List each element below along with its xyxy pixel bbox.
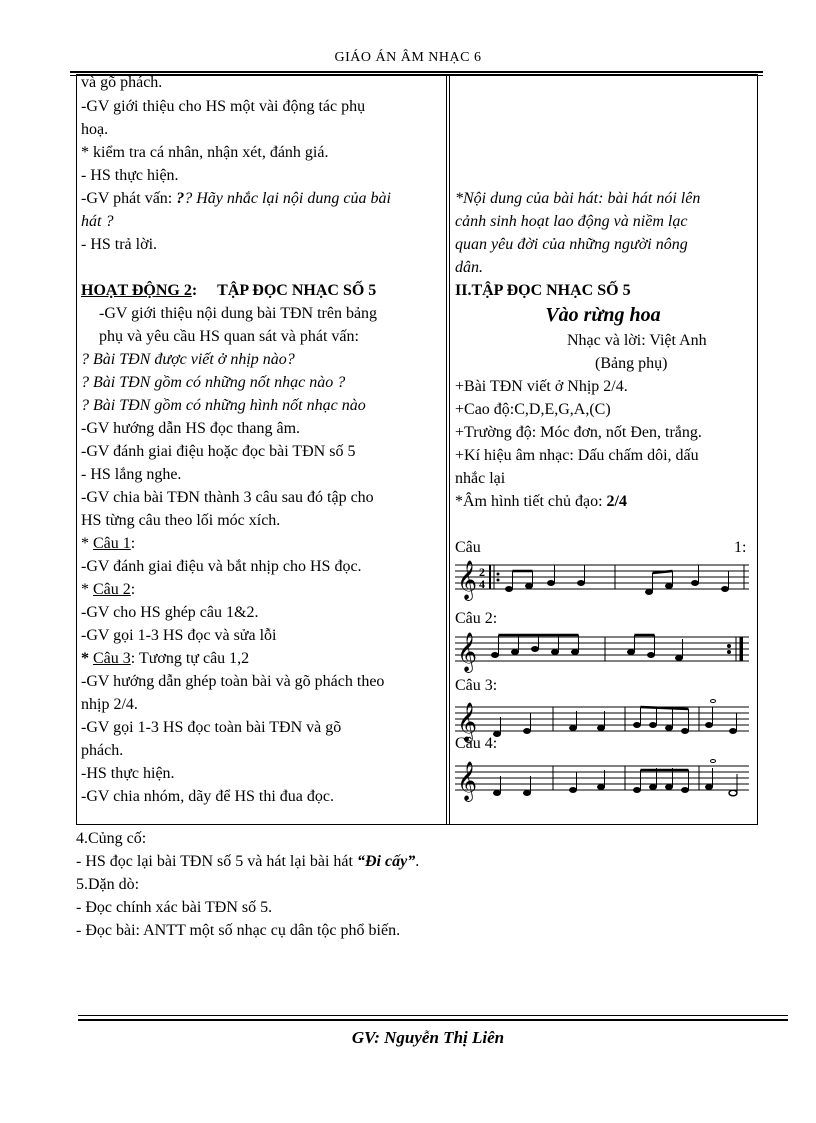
lesson-table [76, 74, 758, 825]
phrase-label: Câu 4: [455, 735, 498, 752]
text-line: -GV chia bài TĐN thành 3 câu sau đó tập cho [81, 489, 374, 506]
bullet: * [81, 535, 93, 552]
treble-clef-icon: 𝄞 [457, 761, 478, 801]
rhythm-value: 2/4 [606, 493, 627, 510]
footer-teacher-name: GV: Nguyễn Thị Liên [351, 1028, 505, 1047]
phrase-number: 1: [734, 539, 747, 556]
phrase-label: Câu 3: [455, 677, 498, 694]
page-header-title: GIÁO ÁN ÂM NHẠC 6 [334, 50, 482, 65]
treble-clef-icon: 𝄞 [457, 560, 478, 600]
question-mark: ? [176, 190, 185, 207]
text-line [76, 852, 419, 872]
sentence-label: Câu 1 [93, 535, 131, 552]
text-line: - Đọc bài: ANTT một số nhạc cụ dân tộc phổ biến. [76, 922, 401, 939]
treble-clef-icon: 𝄞 [457, 702, 478, 742]
info-line: +Cao độ:C,D,E,G,A,(C) [455, 401, 611, 418]
text-span: - HS đọc lại bài TĐN số 5 và hát lại bài hát [76, 853, 357, 870]
text-line: -HS thực hiện. [81, 765, 175, 782]
activity-heading [81, 281, 376, 301]
notes-phrase-2 [492, 635, 743, 661]
text-line: - HS trả lời. [81, 236, 158, 253]
staff-phrase-3 [455, 697, 751, 743]
text-line: - Đọc chính xác bài TĐN số 5. [76, 899, 273, 916]
footer-rule-bottom [78, 1019, 788, 1021]
sentence-rest: : Tương tự câu 1,2 [130, 650, 250, 667]
activity-title: TẬP ĐỌC NHẠC SỐ 5 [217, 282, 377, 299]
text-line: -GV giới thiệu nội dung bài TĐN trên bảng [99, 305, 378, 322]
treble-clef-icon: 𝄞 [457, 632, 478, 672]
column-divider-second [449, 75, 450, 824]
bullet: * [81, 650, 93, 667]
footer-rule-top [78, 1015, 788, 1016]
question-line: ? Bài TĐN gồm có những hình nốt nhạc nào [81, 397, 366, 414]
info-line: +Bài TĐN viết ở Nhịp 2/4. [455, 378, 628, 395]
text-line: phách. [81, 742, 124, 759]
sentence-heading [81, 649, 249, 669]
song-name: “Đi cấy” [356, 853, 416, 870]
text-line: -GV hướng dẫn HS đọc thang âm. [81, 420, 301, 437]
text-line: - HS thực hiện. [81, 167, 179, 184]
question-body: ? Hãy nhắc lại nội dung của bài [184, 190, 391, 207]
text-line: -GV cho HS ghép câu 1&2. [81, 604, 259, 621]
question-line: ? Bài TĐN được viết ở nhịp nào? [81, 351, 295, 368]
text-span: -GV phát vấn: [81, 190, 177, 207]
text-line: -GV gọi 1-3 HS đọc và sửa lỗi [81, 627, 277, 644]
staff-phrase-2 [455, 631, 751, 673]
text-line: và gõ phách. [81, 74, 163, 91]
section-title: II.TẬP ĐỌC NHẠC SỐ 5 [455, 282, 631, 299]
header-rule-top [70, 71, 763, 73]
info-line: nhắc lại [455, 470, 506, 487]
sentence-label: Câu 3 [93, 650, 131, 667]
notes-phrase-1 [506, 565, 745, 595]
text-span: . [415, 853, 420, 870]
info-line [455, 492, 627, 512]
phrase-label: Câu 2: [455, 610, 498, 627]
sentence-heading [81, 580, 135, 600]
staff-phrase-1 [455, 559, 751, 601]
phrase-label: Câu [455, 539, 481, 556]
info-line: +Kí hiệu âm nhạc: Dấu chấm dôi, dấu [455, 447, 699, 464]
text-line: 5.Dặn dò: [76, 876, 140, 893]
text-line: -GV giới thiệu cho HS một vài động tác phụ [81, 98, 366, 115]
content-line: quan yêu đời của những người nông [455, 236, 688, 253]
time-signature-bottom: 4 [479, 577, 485, 591]
sentence-label: Câu 2 [93, 581, 131, 598]
text-line: nhịp 2/4. [81, 696, 138, 713]
text-line: -GV hướng dẫn ghép toàn bài và gõ phách theo [81, 673, 385, 690]
activity-colon: : [191, 282, 198, 299]
text-line: -GV đánh giai điệu và bắt nhịp cho HS đọc. [81, 558, 362, 575]
info-label: *Âm hình tiết chủ đạo: [455, 493, 607, 510]
info-line: +Trường độ: Móc đơn, nốt Đen, trắng. [455, 424, 702, 441]
content-line: cảnh sinh hoạt lao động và niềm lạc [455, 213, 688, 230]
question-text [176, 190, 391, 207]
text-line: -GV chia nhóm, dãy để HS thi đua đọc. [81, 788, 334, 805]
text-line: 4.Củng cố: [76, 830, 147, 847]
text-line: hát ? [81, 213, 114, 230]
content-line: dân. [455, 259, 483, 276]
text-line: hoạ. [81, 121, 109, 138]
question-line: ? Bài TĐN gồm có những nốt nhạc nào ? [81, 374, 346, 391]
sentence-heading [81, 534, 135, 554]
song-title: Vào rừng hoa [545, 304, 661, 326]
staff-phrase-4 [455, 756, 751, 802]
sentence-colon: : [130, 535, 136, 552]
sentence-colon: : [130, 581, 136, 598]
text-line: HS từng câu theo lối móc xích. [81, 512, 281, 529]
text-line: -GV gọi 1-3 HS đọc toàn bài TĐN và gõ [81, 719, 342, 736]
bullet: * [81, 581, 93, 598]
content-line: *Nội dung của bài hát: bài hát nói lên [455, 190, 701, 207]
text-line: phụ và yêu cầu HS quan sát và phát vấn: [99, 328, 359, 345]
text-line: -GV đánh giai điệu hoặc đọc bài TĐN số 5 [81, 443, 356, 460]
board-note: (Bảng phụ) [595, 355, 668, 372]
text-line: - HS lắng nghe. [81, 466, 182, 483]
text-line: * kiểm tra cá nhân, nhận xét, đánh giá. [81, 144, 329, 161]
column-divider [446, 75, 447, 824]
time-signature-top: 2 [479, 565, 485, 579]
question-line [81, 189, 391, 209]
activity-label: HOẠT ĐỘNG 2 [81, 282, 192, 299]
song-author: Nhạc và lời: Việt Anh [567, 332, 707, 349]
